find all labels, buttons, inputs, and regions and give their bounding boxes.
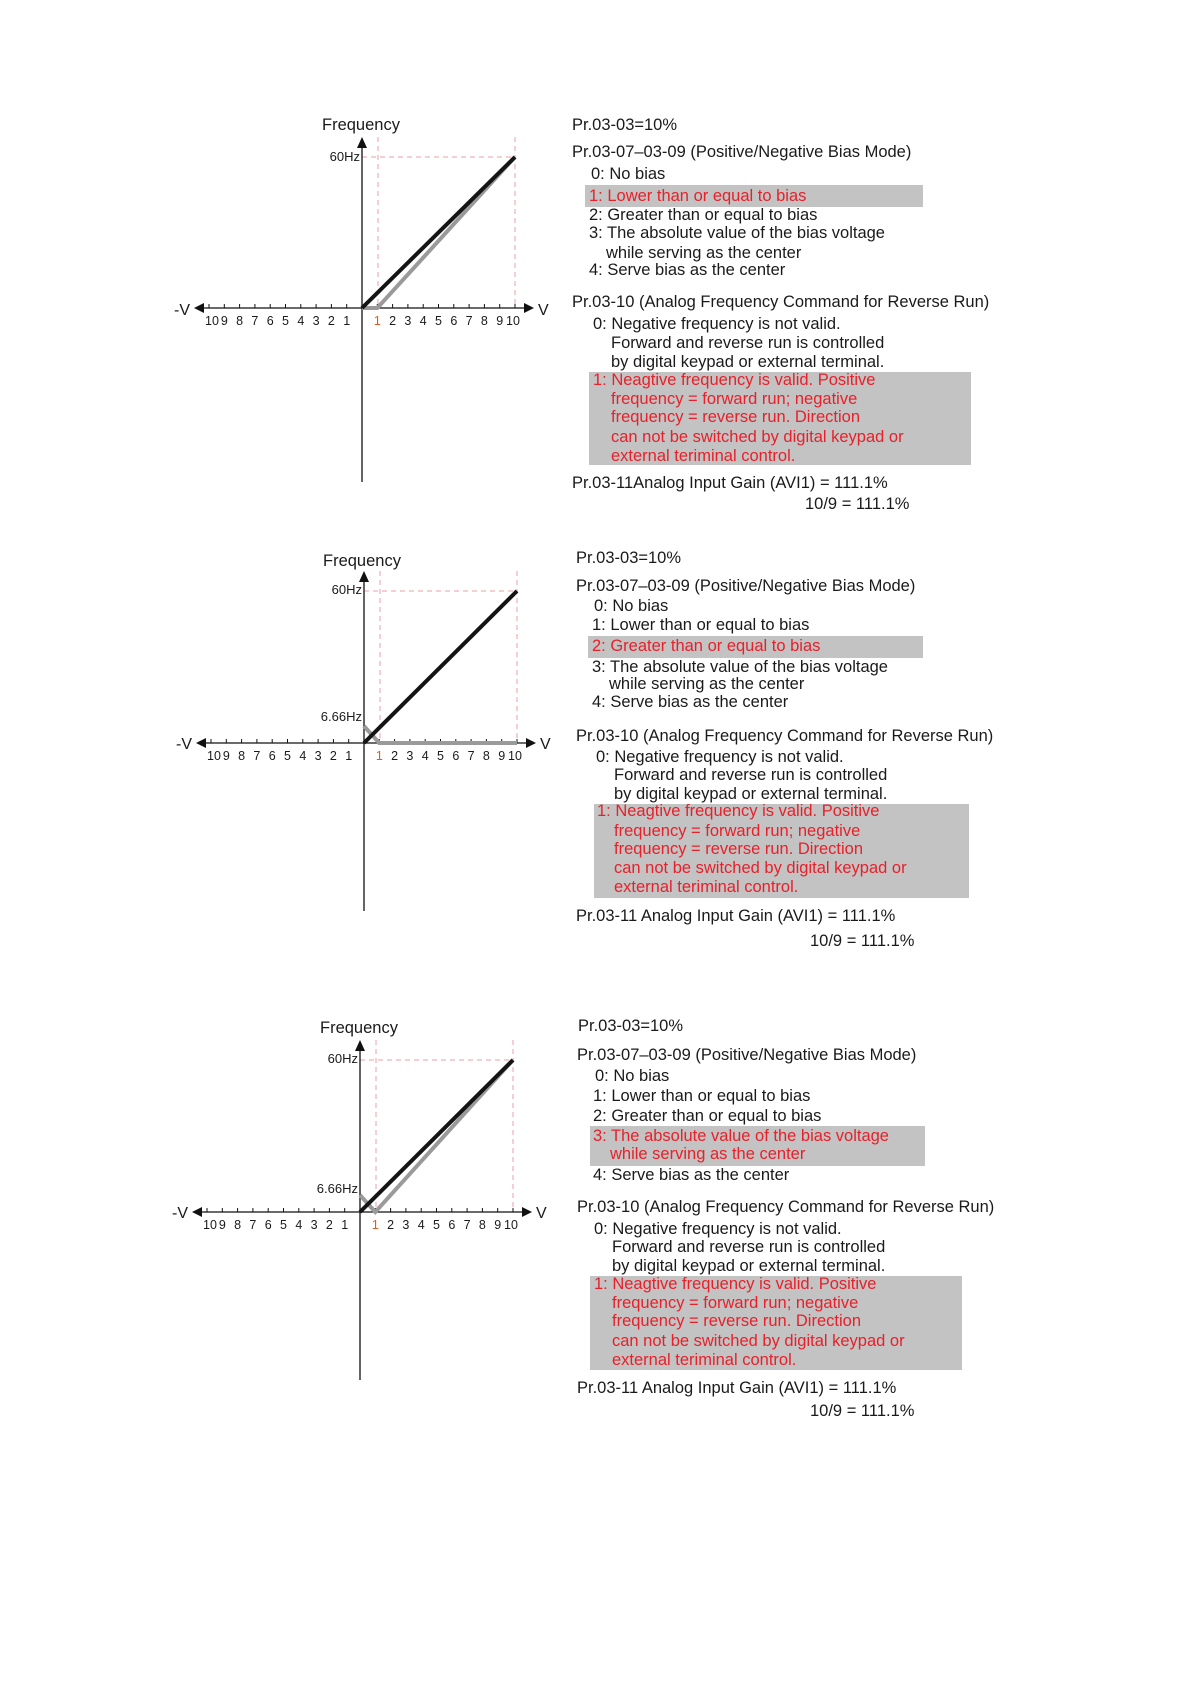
x-tick-label: 5 (435, 314, 442, 328)
x-tick-label: 2 (329, 749, 337, 763)
x-tick-label: 2 (325, 1218, 333, 1232)
x-tick-label: 5 (284, 749, 291, 763)
gain-line: Pr.03-11Analog Input Gain (AVI1) = 111.1% (572, 474, 888, 492)
reverse-option-1-line2: frequency = forward run; negative (614, 822, 861, 840)
mode-option-0: 0: No bias (594, 597, 669, 615)
x-tick-label: 3 (406, 749, 414, 763)
reverse-option-1: 1: Neagtive frequency is valid. Positive (597, 802, 880, 820)
series-black-line (362, 157, 515, 308)
bias-heading: Pr.03-03=10% (576, 549, 682, 567)
y-axis-title: Frequency (322, 116, 400, 134)
mode-option-2: 2: Greater than or equal to bias (592, 637, 821, 655)
x-tick-label: 10 (207, 749, 221, 763)
mode-option-0: 0: No bias (591, 165, 666, 183)
panel-1 (0, 110, 1190, 550)
x-tick-label: 3 (314, 749, 322, 763)
x-tick-label: 7 (249, 1218, 257, 1232)
mode-option-1: 1: Lower than or equal to bias (593, 1087, 811, 1105)
x-tick-label: 10 (506, 314, 520, 328)
x-tick-label: 9 (222, 749, 230, 763)
reverse-option-1-line5: external teriminal control. (612, 1351, 797, 1369)
dashed-guides (360, 1040, 513, 1212)
reverse-option-0-line3: by digital keypad or external terminal. (612, 1257, 886, 1275)
x-tick-label: 9 (494, 1218, 502, 1232)
mode-option-1: 1: Lower than or equal to bias (589, 187, 807, 205)
x-tick-label: 3 (404, 314, 412, 328)
reverse-option-0-line3: by digital keypad or external terminal. (611, 353, 885, 371)
neg-v-label: -V (176, 736, 192, 753)
neg-v-label: -V (172, 1205, 188, 1222)
x-tick-label: 9 (498, 749, 506, 763)
mode-option-3: 3: The absolute value of the bias voltage (589, 224, 885, 242)
x-unit-label: V (540, 736, 551, 753)
x-tick-label: 4 (417, 1218, 425, 1232)
x-tick-label: 10 (508, 749, 522, 763)
x-tick-label: 5 (280, 1218, 287, 1232)
neg-v-label: -V (174, 302, 190, 319)
x-tick-label: 8 (478, 1218, 486, 1232)
x-tick-label: 7 (463, 1218, 471, 1232)
mode-option-3-cont: while serving as the center (609, 675, 805, 693)
x-tick-label: 8 (480, 314, 488, 328)
x-axis-right-arrow (526, 738, 536, 748)
x-tick-label: 3 (402, 1218, 410, 1232)
x-axis-left-arrow (194, 303, 204, 313)
x-tick-label: 1 (343, 314, 351, 328)
mode-option-1: 1: Lower than or equal to bias (592, 616, 810, 634)
x-tick-label: 10 (205, 314, 219, 328)
x-tick-label: 6 (266, 314, 274, 328)
x-axis-right-arrow (524, 303, 534, 313)
mode-option-4: 4: Serve bias as the center (592, 693, 789, 711)
reverse-option-0-line2: Forward and reverse run is controlled (611, 334, 885, 352)
reverse-option-0: 0: Negative frequency is not valid. (594, 1220, 842, 1238)
x-tick-label: 7 (467, 749, 475, 763)
reverse-option-1: 1: Neagtive frequency is valid. Positive (594, 1275, 877, 1293)
x-tick-label: 8 (482, 749, 490, 763)
y-axis-title: Frequency (320, 1019, 398, 1037)
reverse-option-1-line3: frequency = reverse run. Direction (614, 840, 863, 858)
x-unit-label: V (538, 302, 549, 319)
reverse-option-1-line2: frequency = forward run; negative (611, 390, 858, 408)
reverse-run-heading: Pr.03-10 (Analog Frequency Command for Reverse Run) (572, 293, 990, 311)
x-tick-label: 2 (389, 314, 397, 328)
mode-option-3-cont: while serving as the center (610, 1145, 806, 1163)
bias-mode-heading: Pr.03-07–03-09 (Positive/Negative Bias Mode) (572, 143, 912, 161)
gain-calc: 10/9 = 111.1% (810, 1402, 915, 1420)
mode-option-4: 4: Serve bias as the center (589, 261, 786, 279)
x-tick-label: 3 (312, 314, 320, 328)
x-tick-label: 3 (310, 1218, 318, 1232)
mode-option-3: 3: The absolute value of the bias voltage (593, 1127, 889, 1145)
reverse-option-0-line2: Forward and reverse run is controlled (614, 766, 888, 784)
reverse-option-1-line4: can not be switched by digital keypad or (612, 1332, 905, 1350)
x-tick-label: 8 (238, 749, 246, 763)
reverse-option-0-line3: by digital keypad or external terminal. (614, 785, 888, 803)
gain-calc: 10/9 = 111.1% (810, 932, 915, 950)
y-mid-label: 6.66Hz (320, 709, 362, 724)
mode-option-3: 3: The absolute value of the bias voltage (592, 658, 888, 676)
x-tick-label: 4 (297, 314, 305, 328)
x-tick-label: 8 (234, 1218, 242, 1232)
reverse-option-0-line2: Forward and reverse run is controlled (612, 1238, 886, 1256)
x-axis-right-arrow (522, 1207, 532, 1217)
panel-3 (0, 1012, 1190, 1452)
x-tick-label: 9 (218, 1218, 226, 1232)
reverse-option-1-line2: frequency = forward run; negative (612, 1294, 859, 1312)
x-tick-label: 7 (251, 314, 259, 328)
x-tick-label: 10 (504, 1218, 518, 1232)
x-tick-label: 2 (387, 1218, 395, 1232)
x-tick-label: 7 (465, 314, 473, 328)
reverse-option-0: 0: Negative frequency is not valid. (593, 315, 841, 333)
y-mid-label: 6.66Hz (316, 1181, 358, 1196)
x-tick-label: 7 (253, 749, 261, 763)
mode-option-2: 2: Greater than or equal to bias (589, 206, 818, 224)
y-axis-up-arrow (359, 571, 369, 582)
chart-2 (162, 543, 602, 983)
x-tick-label: 4 (419, 314, 427, 328)
mode-option-0: 0: No bias (595, 1067, 670, 1085)
x-tick-label: 4 (299, 749, 307, 763)
x-tick-label: 5 (433, 1218, 440, 1232)
dashed-guides (362, 137, 515, 308)
x-tick-label: 1 (341, 1218, 349, 1232)
x-tick-label: 1 (371, 1218, 379, 1232)
x-tick-label: 6 (264, 1218, 272, 1232)
x-tick-label: 2 (327, 314, 335, 328)
x-tick-label: 1 (375, 749, 383, 763)
chart-1 (160, 110, 600, 550)
reverse-option-0: 0: Negative frequency is not valid. (596, 748, 844, 766)
x-tick-label: 1 (373, 314, 381, 328)
mode-option-3-cont: while serving as the center (606, 244, 802, 262)
x-axis-left-arrow (192, 1207, 202, 1217)
series-black-line (364, 591, 517, 743)
mode-option-2: 2: Greater than or equal to bias (593, 1107, 822, 1125)
gain-line: Pr.03-11 Analog Input Gain (AVI1) = 111.1% (576, 907, 896, 925)
reverse-option-1-line3: frequency = reverse run. Direction (612, 1312, 861, 1330)
x-tick-label: 6 (448, 1218, 456, 1232)
y-max-label: 60Hz (327, 1051, 358, 1066)
x-tick-label: 9 (220, 314, 228, 328)
reverse-option-1-line5: external teriminal control. (614, 878, 799, 896)
bias-mode-heading: Pr.03-07–03-09 (Positive/Negative Bias Mode) (577, 1046, 917, 1064)
chart-3 (158, 1012, 598, 1452)
reverse-option-1-line5: external teriminal control. (611, 447, 796, 465)
bias-mode-heading: Pr.03-07–03-09 (Positive/Negative Bias Mode) (576, 577, 916, 595)
bias-heading: Pr.03-03=10% (578, 1017, 684, 1035)
x-axis-left-arrow (196, 738, 206, 748)
x-tick-label: 9 (496, 314, 504, 328)
series-black-line (360, 1060, 513, 1212)
x-tick-label: 1 (345, 749, 353, 763)
x-tick-label: 5 (282, 314, 289, 328)
panel-2 (0, 543, 1190, 983)
reverse-option-1-line4: can not be switched by digital keypad or (611, 428, 904, 446)
mode-option-4: 4: Serve bias as the center (593, 1166, 790, 1184)
gain-line: Pr.03-11 Analog Input Gain (AVI1) = 111.1% (577, 1379, 897, 1397)
y-max-label: 60Hz (331, 582, 362, 597)
y-axis-title: Frequency (323, 552, 401, 570)
x-tick-label: 4 (295, 1218, 303, 1232)
reverse-option-1-line3: frequency = reverse run. Direction (611, 408, 860, 426)
gain-calc: 10/9 = 111.1% (805, 495, 910, 513)
x-tick-label: 5 (437, 749, 444, 763)
x-tick-label: 6 (450, 314, 458, 328)
x-tick-label: 6 (452, 749, 460, 763)
x-tick-label: 2 (391, 749, 399, 763)
x-tick-label: 4 (421, 749, 429, 763)
y-axis-up-arrow (355, 1040, 365, 1051)
reverse-option-1: 1: Neagtive frequency is valid. Positive (593, 371, 876, 389)
x-tick-label: 10 (203, 1218, 217, 1232)
reverse-run-heading: Pr.03-10 (Analog Frequency Command for Reverse Run) (576, 727, 994, 745)
x-tick-label: 6 (268, 749, 276, 763)
reverse-run-heading: Pr.03-10 (Analog Frequency Command for Reverse Run) (577, 1198, 995, 1216)
x-unit-label: V (536, 1205, 547, 1222)
bias-heading: Pr.03-03=10% (572, 116, 678, 134)
y-axis-up-arrow (357, 137, 367, 148)
dashed-guides (364, 571, 517, 743)
y-max-label: 60Hz (329, 149, 360, 164)
x-tick-label: 8 (236, 314, 244, 328)
reverse-option-1-line4: can not be switched by digital keypad or (614, 859, 907, 877)
